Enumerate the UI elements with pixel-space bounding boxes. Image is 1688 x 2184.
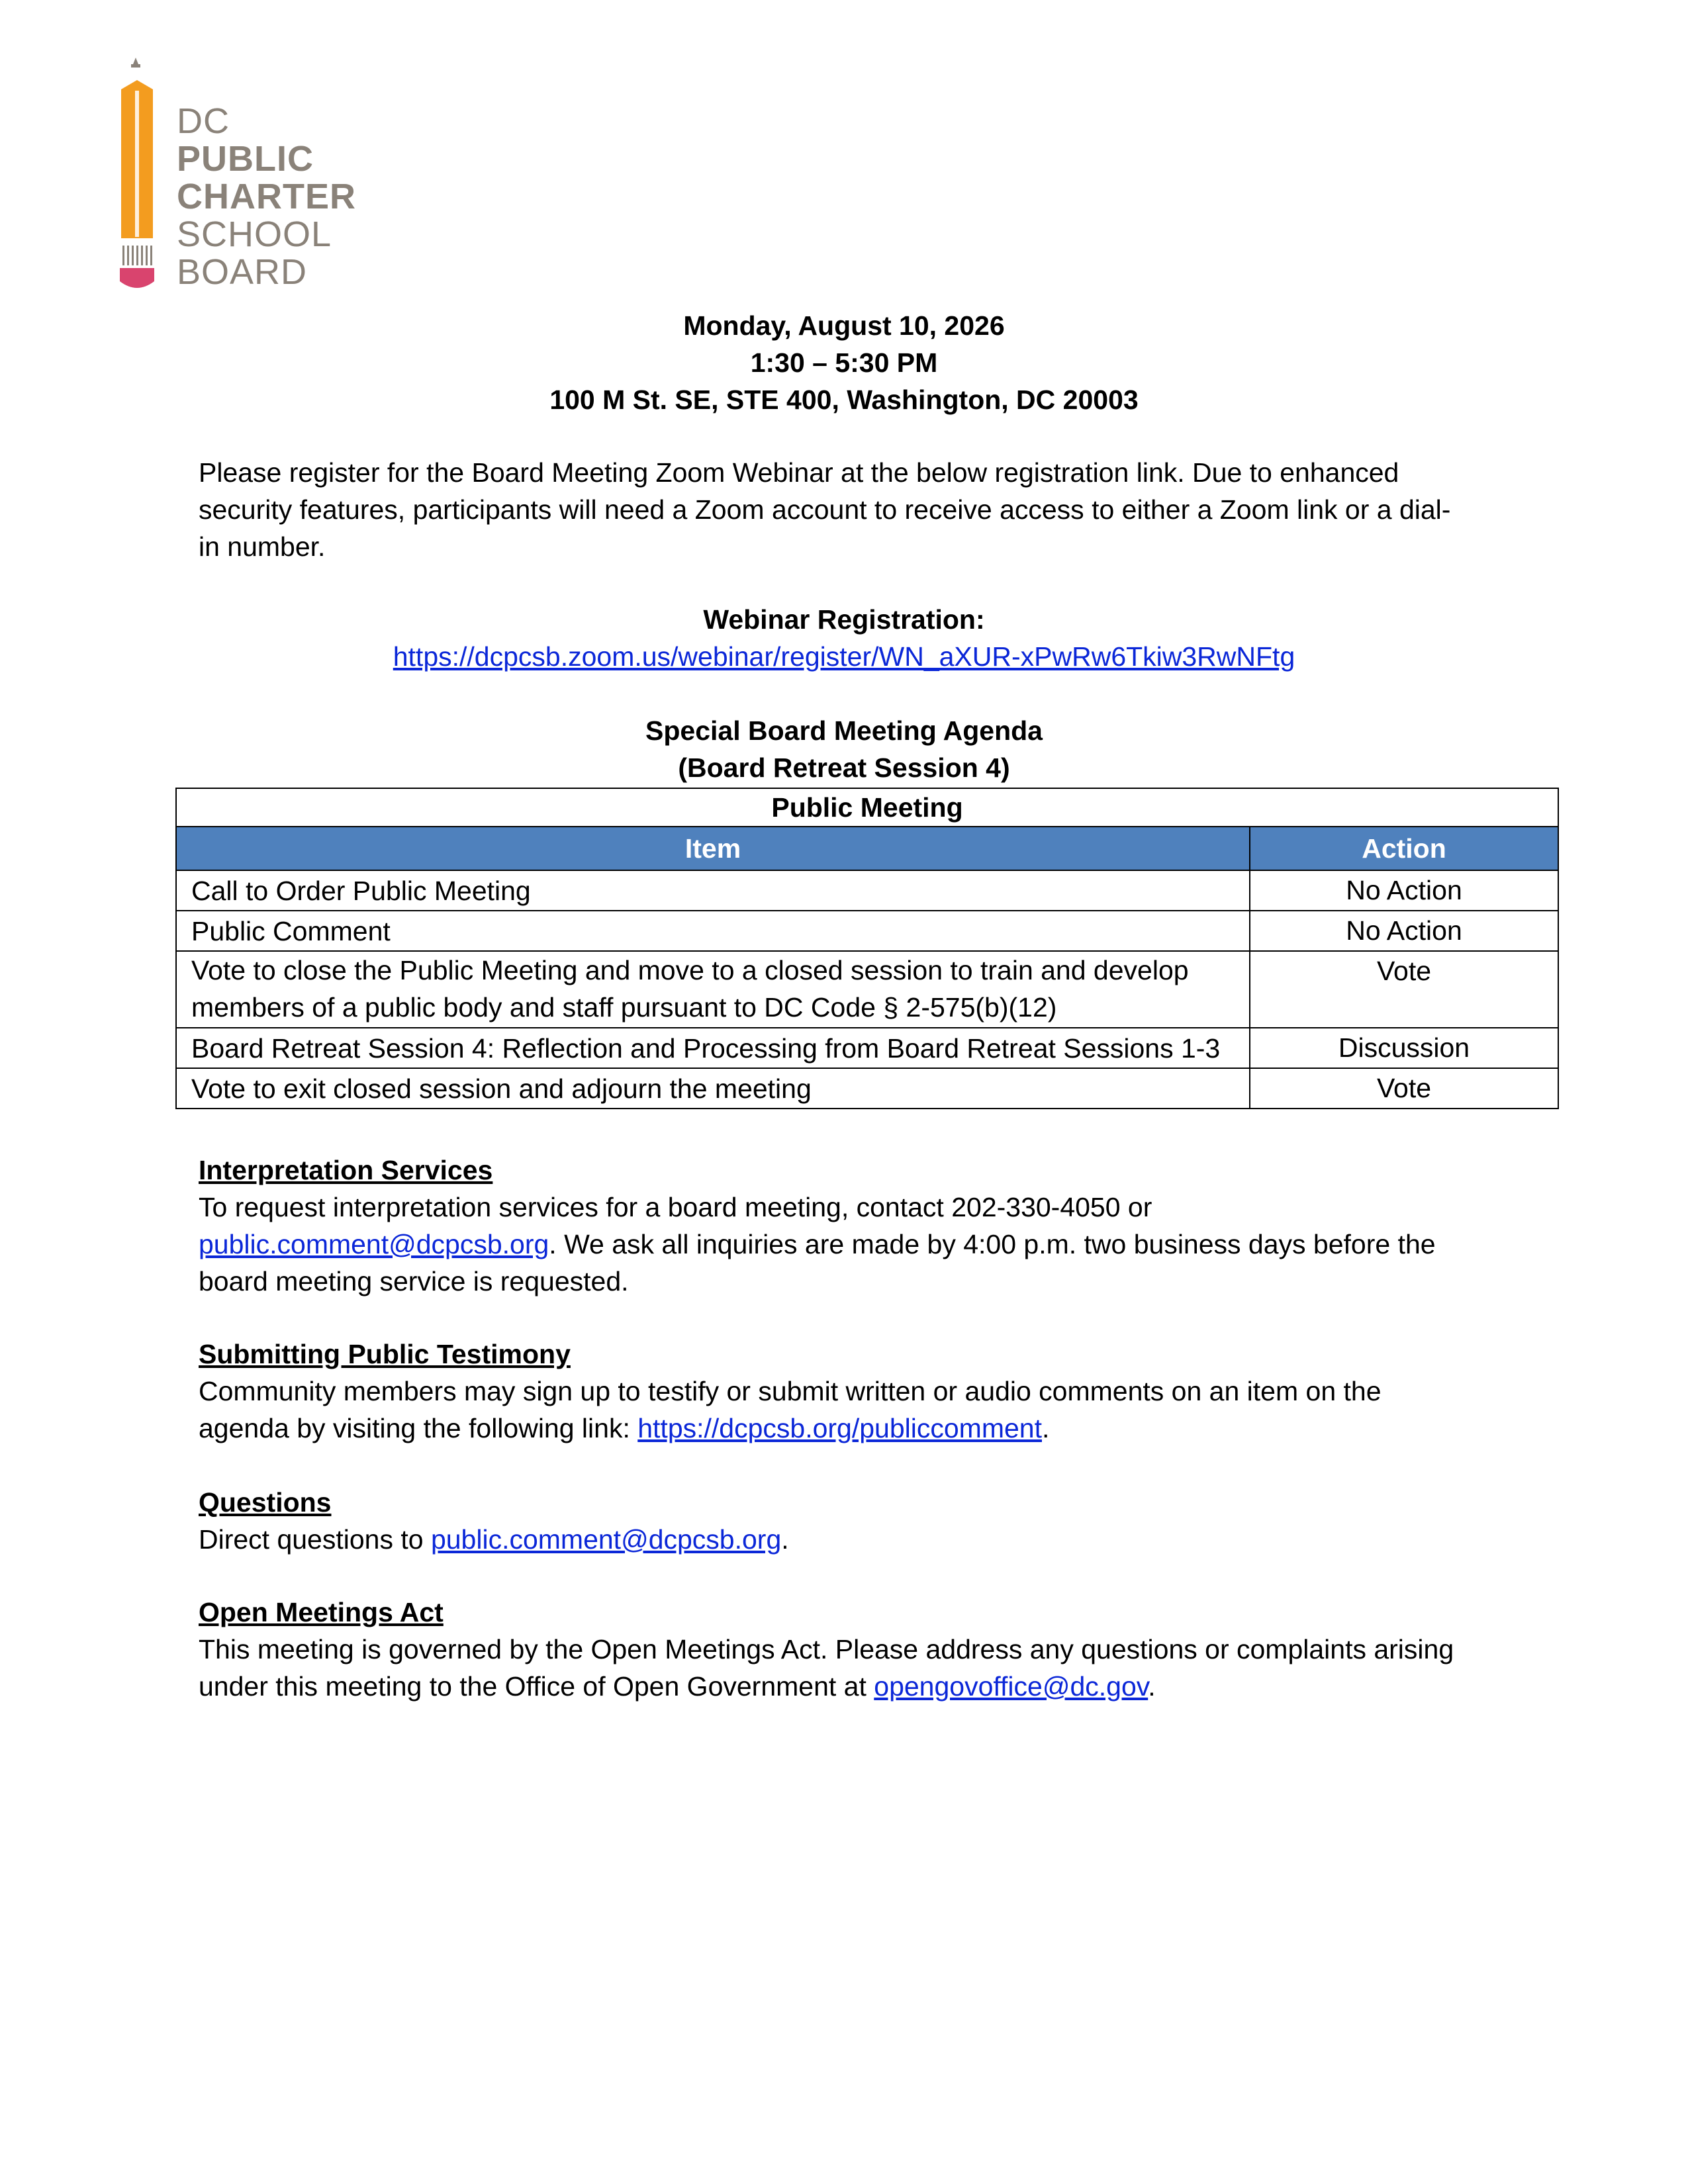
meeting-location: 100 M St. SE, STE 400, Washington, DC 20003: [549, 385, 1139, 415]
oma-section: [199, 1594, 1496, 1705]
agenda-section-title: Public Meeting: [176, 788, 1558, 827]
interpretation-line-rest: . We ask all inquiries are made by 4:00 p.m. two business days before the: [549, 1229, 1436, 1259]
dcpcsb-logo: [116, 50, 381, 295]
intro-line: Please register for the Board Meeting Zoom Webinar at the below registration link. Due to enhanced: [199, 457, 1399, 488]
questions-line-text: Direct questions to: [199, 1524, 431, 1555]
testimony-line: Community members may sign up to testify or submit written or audio comments on an item on the: [199, 1376, 1382, 1406]
public-comment-link[interactable]: https://dcpcsb.org/publiccomment: [637, 1413, 1042, 1443]
logo-line-board: BOARD: [177, 252, 308, 292]
testimony-section: [199, 1336, 1496, 1447]
agenda-action: Vote: [1250, 951, 1558, 1028]
intro-paragraph: [199, 454, 1496, 565]
testimony-heading: Submitting Public Testimony: [199, 1339, 571, 1369]
oma-heading: Open Meetings Act: [199, 1597, 444, 1627]
pencil-icon: [116, 50, 169, 295]
interpretation-line: board meeting service is requested.: [199, 1266, 629, 1297]
webinar-link-row: [0, 638, 1688, 675]
interpretation-email-link[interactable]: public.comment@dcpcsb.org: [199, 1229, 549, 1259]
testimony-line-text: agenda by visiting the following link:: [199, 1413, 638, 1443]
oma-line-text: under this meeting to the Office of Open Government at: [199, 1671, 874, 1702]
webinar-label: Webinar Registration:: [703, 604, 985, 635]
agenda-item: Board Retreat Session 4: Reflection and Processing from Board Retreat Sessions 1-3: [176, 1028, 1250, 1068]
agenda-action: No Action: [1250, 870, 1558, 911]
column-header-action: Action: [1250, 827, 1558, 870]
interpretation-line: [199, 1226, 1496, 1263]
agenda-action: No Action: [1250, 911, 1558, 951]
meeting-time: 1:30 – 5:30 PM: [750, 347, 938, 378]
webinar-registration-link[interactable]: https://dcpcsb.zoom.us/webinar/register/WN_aXUR-xPwRw6Tkiw3RwNFtg: [393, 641, 1295, 672]
questions-heading: Questions: [199, 1487, 332, 1518]
oma-line: [199, 1668, 1496, 1705]
logo-line-dc: DC: [177, 101, 230, 141]
testimony-line-period: .: [1041, 1413, 1050, 1443]
questions-line-period: .: [781, 1524, 789, 1555]
opengov-email-link[interactable]: opengovoffice@dc.gov: [874, 1671, 1149, 1702]
testimony-line: [199, 1410, 1496, 1447]
oma-line-period: .: [1148, 1671, 1156, 1702]
logo-line-charter: CHARTER: [177, 177, 356, 216]
interpretation-heading: Interpretation Services: [199, 1155, 493, 1185]
table-row: [176, 911, 1558, 951]
table-row: [176, 951, 1558, 1028]
logo-line-school: SCHOOL: [177, 214, 332, 254]
agenda-action: Discussion: [1250, 1028, 1558, 1068]
logo-line-public: PUBLIC: [177, 139, 314, 179]
column-header-item: Item: [176, 827, 1250, 870]
agenda-title: Special Board Meeting Agenda: [645, 715, 1043, 746]
agenda-item: [176, 951, 1250, 1028]
agenda-item-line: members of a public body and staff pursuant to DC Code § 2-575(b)(12): [191, 992, 1057, 1023]
agenda-item-line: Vote to close the Public Meeting and move to a closed session to train and develop: [191, 955, 1189, 985]
intro-line: security features, participants will need a Zoom account to receive access to either a Zoom link or a dial-: [199, 494, 1451, 525]
table-row: [176, 1068, 1558, 1109]
questions-line: [199, 1521, 1496, 1558]
agenda-action: Vote: [1250, 1068, 1558, 1109]
agenda-item: Call to Order Public Meeting: [176, 870, 1250, 911]
agenda-item: Public Comment: [176, 911, 1250, 951]
agenda-subtitle: (Board Retreat Session 4): [678, 752, 1010, 783]
questions-email-link[interactable]: public.comment@dcpcsb.org: [430, 1524, 782, 1555]
interpretation-line: To request interpretation services for a board meeting, contact 202-330-4050 or: [199, 1192, 1152, 1222]
questions-section: [199, 1484, 1496, 1558]
logo-wordmark: [177, 103, 356, 291]
agenda-item: Vote to exit closed session and adjourn the meeting: [176, 1068, 1250, 1109]
intro-line: in number.: [199, 531, 326, 562]
agenda-table: [175, 788, 1559, 1109]
oma-line: This meeting is governed by the Open Meetings Act. Please address any questions or complaints arising: [199, 1634, 1454, 1664]
table-row: [176, 1028, 1558, 1068]
interpretation-section: [199, 1152, 1496, 1300]
meeting-date: Monday, August 10, 2026: [683, 310, 1005, 341]
table-row: [176, 870, 1558, 911]
